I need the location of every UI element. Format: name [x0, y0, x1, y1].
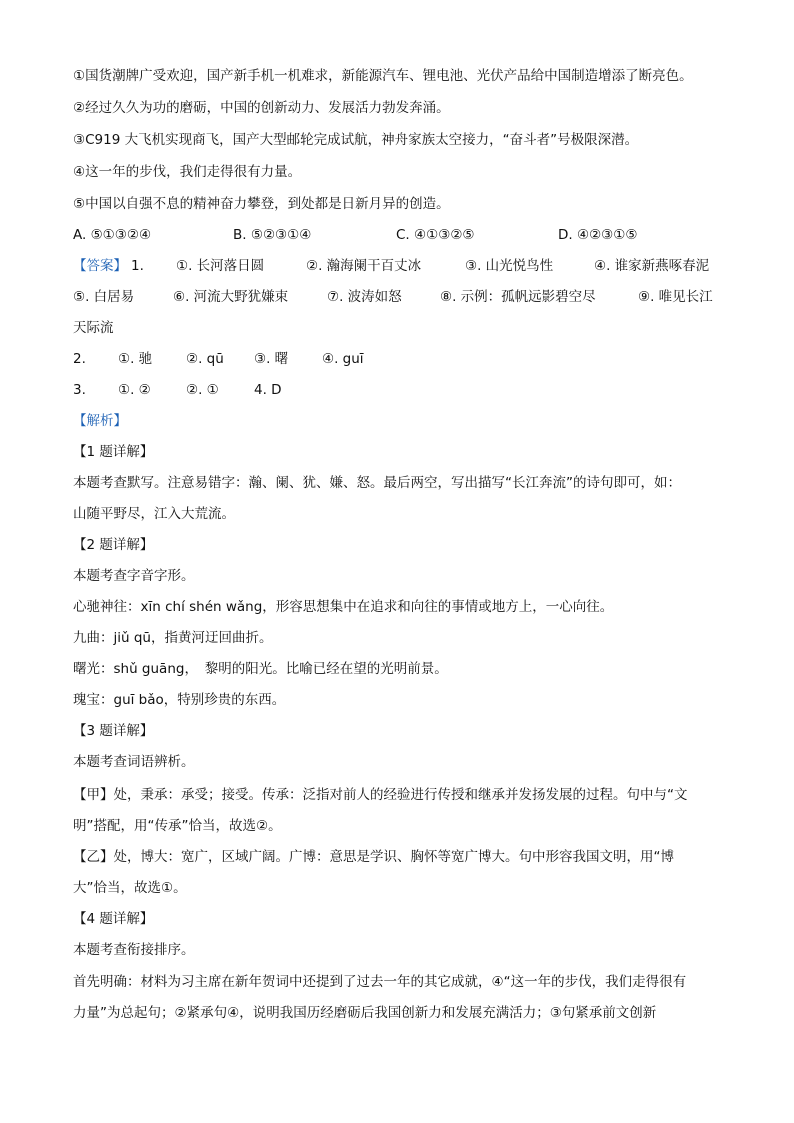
answer-q1-item: ④. 谁家新燕啄春泥 [594, 258, 710, 274]
section-1-line: 本题考查默写。注意易错字：瀚、阑、犹、嫌、怒。最后两空，写出描写“长江奔流”的诗句即可，如： [73, 475, 681, 491]
section-3-line: 明”搭配，用“传承”恰当，故选②。 [73, 818, 282, 834]
section-4-heading: 【4 题详解】 [73, 911, 154, 927]
section-4-line: 力量”为总起句；②紧承句④，说明我国历经磨砺后我国创新力和发展充满活力；③句紧承前文创新 [73, 1005, 657, 1021]
answer-q4: 4. D [254, 382, 282, 398]
answer-q2-item: ①. 驰 [118, 351, 153, 367]
section-2-line: 瑰宝：guī bǎo，特别珍贵的东西。 [73, 692, 286, 708]
option-c: C. ④①③②⑤ [396, 227, 475, 243]
material-line-5: ⑤中国以自强不息的精神奋力攀登，到处都是日新月异的创造。 [73, 196, 450, 212]
answer-q2-item: ④. guī [322, 351, 364, 367]
answer-q1-number: 1. [131, 258, 144, 274]
section-3-heading: 【3 题详解】 [73, 723, 154, 739]
section-2-line: 九曲：jiǔ qū，指黄河迂回曲折。 [73, 630, 273, 646]
answer-q2-number: 2. [73, 351, 86, 367]
section-1-heading: 【1 题详解】 [73, 444, 154, 460]
answer-q1-item: ⑨. 唯见长江 [638, 289, 713, 305]
answer-q1-tail: 天际流 [73, 320, 114, 336]
section-3-line: 大”恰当，故选①。 [73, 880, 187, 896]
section-1-line: 山随平野尽，江入大荒流。 [73, 506, 235, 522]
material-line-1: ①国货潮牌广受欢迎，国产新手机一机难求，新能源汽车、锂电池、光伏产品给中国制造增添了断亮色。 [73, 68, 693, 84]
material-line-3: ③C919 大飞机实现商飞，国产大型邮轮完成试航，神舟家族太空接力，“奋斗者”号极限深潜。 [73, 132, 639, 148]
section-3-line: 【乙】处，博大：宽广，区域广阔。广博：意思是学识、胸怀等宽广博大。句中形容我国文明，用“博 [73, 849, 674, 865]
material-line-2: ②经过久久为功的磨砺，中国的创新动力、发展活力勃发奔涌。 [73, 100, 450, 116]
answer-q2-item: ③. 曙 [254, 351, 289, 367]
answer-q2-item: ②. qū [186, 351, 224, 367]
answer-q1-item: ⑥. 河流大野犹嫌束 [173, 289, 289, 305]
answer-q1-item: ⑤. 白居易 [73, 289, 135, 305]
section-4-line: 首先明确：材料为习主席在新年贺词中还提到了过去一年的其它成就，④“这一年的步伐，我们走得很有 [73, 974, 687, 990]
option-a: A. ⑤①③②④ [73, 227, 152, 243]
answer-q1-item: ⑦. 波涛如怒 [327, 289, 402, 305]
section-3-line: 【甲】处，秉承：承受；接受。传承：泛指对前人的经验进行传授和继承并发扬发展的过程。句中与“文 [73, 787, 688, 803]
answer-q1-item: ②. 瀚海阑干百丈冰 [306, 258, 422, 274]
analysis-label: 【解析】 [73, 413, 127, 429]
answer-q3-item: ②. ① [186, 382, 219, 398]
section-3-line: 本题考查词语辨析。 [73, 754, 195, 770]
section-2-line: 本题考查字音字形。 [73, 568, 195, 584]
answer-q1-item: ③. 山光悦鸟性 [465, 258, 554, 274]
answer-q3-number: 3. [73, 382, 86, 398]
answer-q3-item: ①. ② [118, 382, 151, 398]
answer-q1-item: ⑧. 示例：孤帆远影碧空尽 [440, 289, 596, 305]
section-4-line: 本题考查衔接排序。 [73, 942, 195, 958]
answer-label: 【答案】 [73, 258, 127, 274]
option-b: B. ⑤②③①④ [233, 227, 312, 243]
option-d: D. ④②③①⑤ [558, 227, 638, 243]
material-line-4: ④这一年的步伐，我们走得很有力量。 [73, 164, 302, 180]
section-2-line: 曙光：shǔ guāng， 黎明的阳光。比喻已经在望的光明前景。 [73, 661, 448, 677]
answer-q1-item: ①. 长河落日圆 [176, 258, 265, 274]
section-2-heading: 【2 题详解】 [73, 537, 154, 553]
section-2-line: 心驰神往：xīn chí shén wǎng，形容思想集中在追求和向往的事情或地方上，一心向往。 [73, 599, 614, 615]
